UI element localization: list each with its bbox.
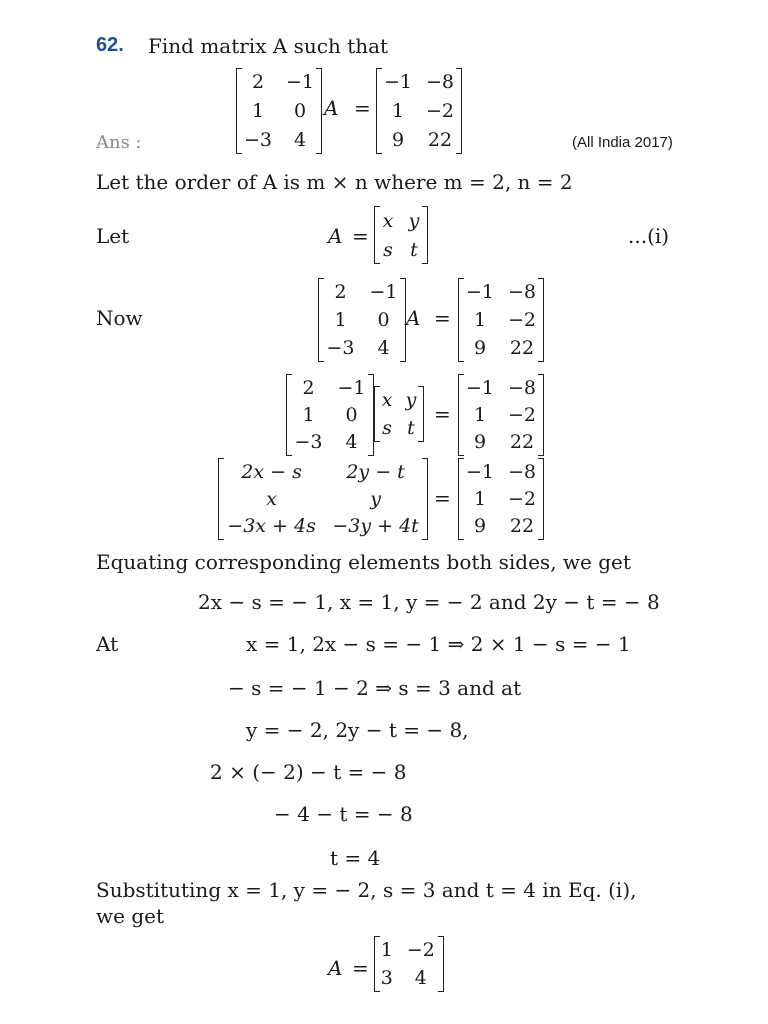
matrix-cell: t [407,417,415,439]
matrix-cell: 22 [427,128,453,151]
matrix-cell: 2 [251,71,265,94]
matrix-a-symbol: A [406,306,421,330]
equals-sign: = [434,306,451,330]
matrix-cell: 4 [293,128,307,151]
matrix-cell: −1 [285,71,314,94]
matrix-cell: −8 [507,460,536,483]
equation-line-3: − s = − 1 − 2 ⇒ s = 3 and at [228,676,522,700]
matrix-cell: 2 [334,281,347,303]
matrix-cell: −1 [465,281,494,303]
matrix-cell: 2x − s [241,460,302,483]
matrix-cell: −1 [465,460,494,483]
matrix-cell: 1 [251,99,265,122]
matrix-cell: 4 [377,337,390,359]
matrix-cell: x [266,487,277,510]
matrix-cell: 9 [391,128,405,151]
matrix-cell: 0 [293,99,307,122]
equation-line-7: t = 4 [330,846,381,870]
matrix-cell: 9 [473,431,487,454]
matrix-cell: −1 [337,376,366,399]
matrix-cell: −8 [425,71,454,94]
matrix-cell: 0 [345,403,358,426]
question-number: 62. [96,34,124,56]
matrix-cell: −2 [406,939,435,961]
equals-sign: = [352,956,369,980]
matrix-a-symbol: A [328,956,343,980]
at-label: At [96,632,119,656]
matrix-cell: 1 [391,99,405,122]
matrix-cell: −8 [507,376,536,399]
matrix-cell: 4 [345,431,358,454]
matrix-cell: 0 [377,309,390,331]
matrix-cell: −3x + 4s [227,515,316,538]
matrix-cell: x [381,389,393,411]
matrix-b [286,374,374,456]
question-text: Find matrix A such that [148,34,389,58]
matrix-cell: y [370,487,381,510]
equation-tag: ...(i) [628,224,670,248]
matrix-cell: −3 [326,337,355,359]
matrix-cell: −3 [294,431,323,454]
matrix-cell: 1 [302,403,315,426]
equals-sign: = [354,96,371,120]
matrix-cell: −1 [465,376,494,399]
equation-line-5: 2 × (− 2) − t = − 8 [210,760,407,784]
matrix-cell: s [383,238,393,261]
matrix-cell: 9 [473,337,487,359]
matrix-a-symbol: A [324,96,339,120]
matrix-c [458,374,544,456]
equation-line-6: − 4 − t = − 8 [274,802,413,826]
matrix-cell: 1 [473,309,487,331]
matrix-cell: 2y − t [346,460,405,483]
order-line: Let the order of A is m × n where m = 2, n = 2 [96,170,573,194]
matrix-cell: y [408,209,420,232]
matrix-cell: 4 [414,967,427,989]
matrix-cell: −3 [243,128,272,151]
equals-sign: = [434,486,451,510]
matrix-a-variables [374,386,424,442]
matrix-c [458,278,544,362]
matrix-cell: 22 [509,431,535,454]
matrix-cell: 22 [509,337,535,359]
equals-sign: = [434,402,451,426]
matrix-cell: 1 [473,487,487,510]
matrix-cell: −2 [507,309,536,331]
product-matrix [218,458,428,540]
matrix-cell: 3 [380,967,393,989]
source-label: (All India 2017) [572,134,673,151]
matrix-c [376,68,462,154]
matrix-a-variables [374,206,428,264]
equation-line-2: x = 1, 2x − s = − 1 ⇒ 2 × 1 − s = − 1 [246,632,631,656]
matrix-b [236,68,322,154]
equating-text: Equating corresponding elements both sides, we get [96,550,631,574]
now-label: Now [96,306,143,330]
matrix-cell: 1 [334,309,347,331]
equals-sign: = [352,224,369,248]
matrix-cell: −3y + 4t [332,515,419,538]
we-get-text: we get [96,904,164,928]
matrix-cell: 9 [473,515,487,538]
matrix-cell: −1 [369,281,398,303]
matrix-cell: −2 [507,403,536,426]
matrix-cell: 1 [380,939,393,961]
matrix-cell: −2 [425,99,454,122]
matrix-cell: 2 [302,376,315,399]
matrix-b [318,278,406,362]
matrix-cell: x [382,209,394,232]
matrix-a-symbol: A [328,224,343,248]
result-matrix [374,936,444,992]
matrix-cell: t [410,238,418,261]
matrix-c [458,458,544,540]
let-label: Let [96,224,130,248]
equation-line-1: 2x − s = − 1, x = 1, y = − 2 and 2y − t = − 8 [198,590,660,614]
matrix-cell: s [382,417,392,439]
matrix-cell: −1 [383,71,412,94]
matrix-cell: −2 [507,487,536,510]
equation-line-4: y = − 2, 2y − t = − 8, [246,718,469,742]
matrix-cell: y [405,389,417,411]
answer-label: Ans : [96,132,142,153]
substituting-text: Substituting x = 1, y = − 2, s = 3 and t = 4 in Eq. (i), [96,878,637,902]
matrix-cell: 22 [509,515,535,538]
matrix-cell: −8 [507,281,536,303]
matrix-cell: 1 [473,403,487,426]
